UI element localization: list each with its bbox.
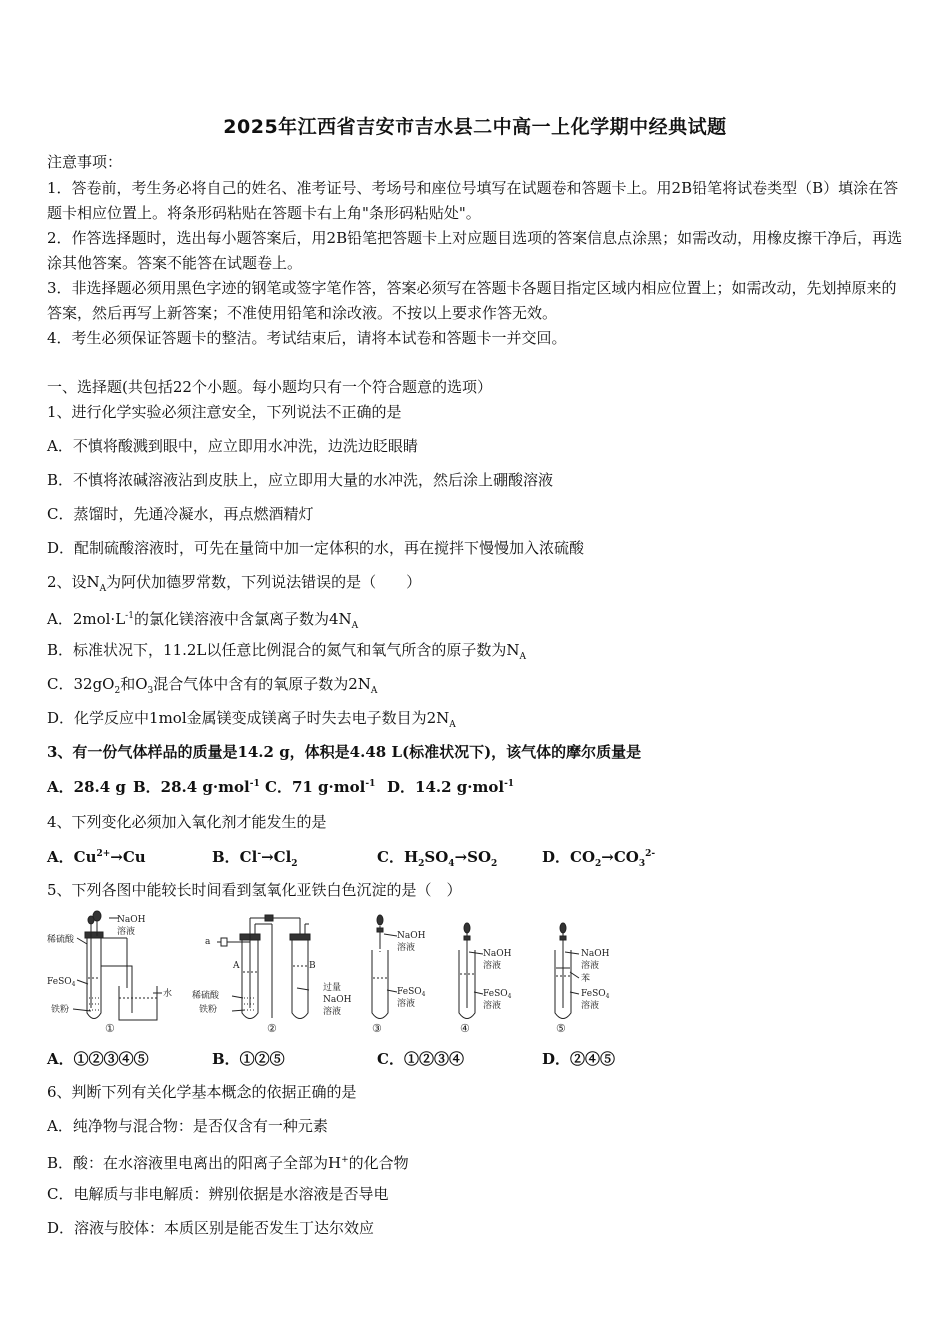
label-naoh-2: NaOH: [323, 995, 352, 1005]
question-1-stem: 1、进行化学实验必须注意安全，下列说法不正确的是: [47, 403, 402, 421]
label-feso4-4: FeSO$_4$: [483, 989, 512, 1000]
label-solution-4: 溶液: [483, 961, 502, 971]
label-naoh-4: NaOH: [483, 949, 512, 959]
notice-item-3: 3．非选择题必须用黑色字迹的钢笔或签字笔作答，答案必须写在答题卡各题目指定区域内相应位置上；如需改动，先划掉原来的答案，然后再写上新答案；不准使用铅笔和涂改液。不按以上要求作答无效。: [47, 279, 897, 322]
question-6-option-d: D．溶液与胶体：本质区别是能否发生丁达尔效应: [47, 1219, 375, 1237]
label-feso4-1: FeSO$_4$: [47, 977, 76, 988]
question-4-option-d: D．$CO_2\to CO_3^{2-}$: [542, 848, 656, 869]
question-2-option-d: D．化学反应中1mol金属镁变成镁离子时失去电子数目为$2N_A$: [47, 709, 456, 730]
apparatus-figure: [47, 908, 647, 1038]
label-naoh-1: NaOH: [117, 915, 146, 925]
notice-item-1: 1．答卷前，考生务必将自己的姓名、准考证号、考场号和座位号填写在试题卷和答题卡上。用2B铅笔将试卷类型（B）填涂在答题卡相应位置上。将条形码粘贴在答题卡右上角"条形码粘贴处"。: [47, 179, 899, 222]
notice-heading: 注意事项：: [47, 153, 123, 171]
question-3-option-a: A．28.4 g: [47, 778, 126, 796]
apparatus-1-labels: [47, 915, 172, 1035]
label-n2: ②: [267, 1022, 277, 1035]
notice-item-4: 4．考生必须保证答题卡的整洁。考试结束后，请将本试卷和答题卡一并交回。: [47, 329, 567, 347]
question-4-stem: 4、下列变化必须加入氧化剂才能发生的是: [47, 813, 327, 831]
question-4-option-b: B．$Cl^-\to Cl_2$: [212, 848, 298, 869]
question-5-option-d: D．②④⑤: [542, 1050, 616, 1068]
question-2-option-c: C．$32gO_2$和$O_3$混合气体中含有的氧原子数为$2N_A$: [47, 675, 378, 696]
question-6-option-c: C．电解质与非电解质：辨别依据是水溶液是否导电: [47, 1185, 389, 1203]
question-6-option-b: B．酸：在水溶液里电离出的阳离子全部为H+的化合物: [47, 1154, 409, 1172]
notice-item-2: 2．作答选择题时，选出每小题答案后，用2B铅笔把答题卡上对应题目选项的答案信息点涂黑；如需改动，用橡皮擦干净后，再选涂其他答案。答案不能答在试题卷上。: [47, 229, 903, 272]
question-5-options: [47, 1048, 907, 1070]
question-3-option-b: B．28.4 g·mol$^{-1}$: [133, 778, 260, 796]
label-iron-1: 铁粉: [51, 1005, 70, 1015]
label-solution-5: 溶液: [581, 961, 600, 971]
label-solution-5b: 溶液: [581, 1001, 600, 1011]
question-1-option-d: D．配制硫酸溶液时，可先在量筒中加一定体积的水，再在搅拌下慢慢加入浓硫酸: [47, 539, 585, 557]
apparatus-4: [459, 923, 483, 1019]
question-2-option-b: B．标准状况下，11.2L以任意比例混合的氮气和氧气所含的原子数为$N_A$: [47, 641, 527, 662]
apparatus-5: [555, 923, 579, 1019]
label-benzene: 苯: [581, 974, 591, 984]
question-1-option-a: A．不慎将酸溅到眼中，应立即用水冲洗，边洗边眨眼睛: [47, 437, 418, 455]
label-solution-4b: 溶液: [483, 1001, 502, 1011]
question-3-options: [47, 776, 907, 798]
label-water: 水: [163, 989, 173, 999]
question-1-option-c: C．蒸馏时，先通冷凝水，再点燃酒精灯: [47, 505, 314, 523]
question-3-option-c: C．71 g·mol$^{-1}$: [265, 778, 376, 796]
question-5-option-c: C．①②③④: [377, 1050, 464, 1068]
label-n1: ①: [105, 1022, 115, 1035]
label-solution-3: 溶液: [397, 943, 416, 953]
label-solution-3b: 溶液: [397, 999, 416, 1009]
page-title: 2025年江西省吉安市吉水县二中高一上化学期中经典试题: [223, 116, 727, 138]
label-n4: ④: [460, 1022, 470, 1035]
question-6-option-a: A．纯净物与混合物：是否仅含有一种元素: [47, 1117, 328, 1135]
label-solution-2: 溶液: [323, 1007, 342, 1017]
question-5-option-b: B．①②⑤: [212, 1050, 285, 1068]
label-excess: 过量: [323, 983, 342, 993]
label-dilute-acid-2: 稀硫酸: [192, 991, 220, 1001]
label-solution-1: 溶液: [117, 927, 136, 937]
label-iron-2: 铁粉: [199, 1005, 218, 1015]
question-3-option-d: D．14.2 g·mol$^{-1}$: [387, 778, 515, 796]
apparatus-4-labels: [460, 949, 512, 1035]
label-naoh-5: NaOH: [581, 949, 610, 959]
label-tube-a: A: [233, 961, 240, 971]
question-5-stem: 5、下列各图中能较长时间看到氢氧化亚铁白色沉淀的是（ ）: [47, 881, 462, 899]
question-2-option-a: A．$2mol\cdot L^{-1}$的氯化镁溶液中含氯离子数为$4N_A$: [47, 610, 359, 631]
question-4-option-c: C．$H_2SO_4\to SO_2$: [377, 848, 498, 869]
label-feso4-5: FeSO$_4$: [581, 989, 610, 1000]
question-6-stem: 6、判断下列有关化学基本概念的依据正确的是: [47, 1083, 357, 1101]
question-4-option-a: A．$Cu^{2+}\to Cu$: [47, 848, 146, 866]
label-dilute-acid-1: 稀硫酸: [47, 935, 75, 945]
question-2-stem: 2、设$N_A$为阿伏加德罗常数，下列说法错误的是（ ）: [47, 573, 422, 594]
label-a: a: [205, 937, 211, 947]
label-tube-b: B: [309, 961, 316, 971]
question-5-option-a: A．①②③④⑤: [47, 1050, 149, 1068]
section-heading: 一、选择题(共包括22个小题。每小题均只有一个符合题意的选项）: [47, 378, 492, 396]
question-3-stem: 3、有一份气体样品的质量是14.2 g，体积是4.48 L(标准状况下)，该气体的摩尔质量是: [47, 743, 642, 761]
apparatus-2: [217, 915, 310, 1019]
label-n3: ③: [372, 1022, 382, 1035]
question-1-option-b: B．不慎将浓碱溶液沾到皮肤上，应立即用大量的水冲洗，然后涂上硼酸溶液: [47, 471, 554, 489]
apparatus-5-labels: [556, 949, 610, 1035]
label-n5: ⑤: [556, 1022, 566, 1035]
question-4-options: [47, 846, 907, 868]
label-feso4-3: FeSO$_4$: [397, 987, 426, 998]
label-naoh-3: NaOH: [397, 931, 426, 941]
apparatus-3: [372, 915, 397, 1019]
